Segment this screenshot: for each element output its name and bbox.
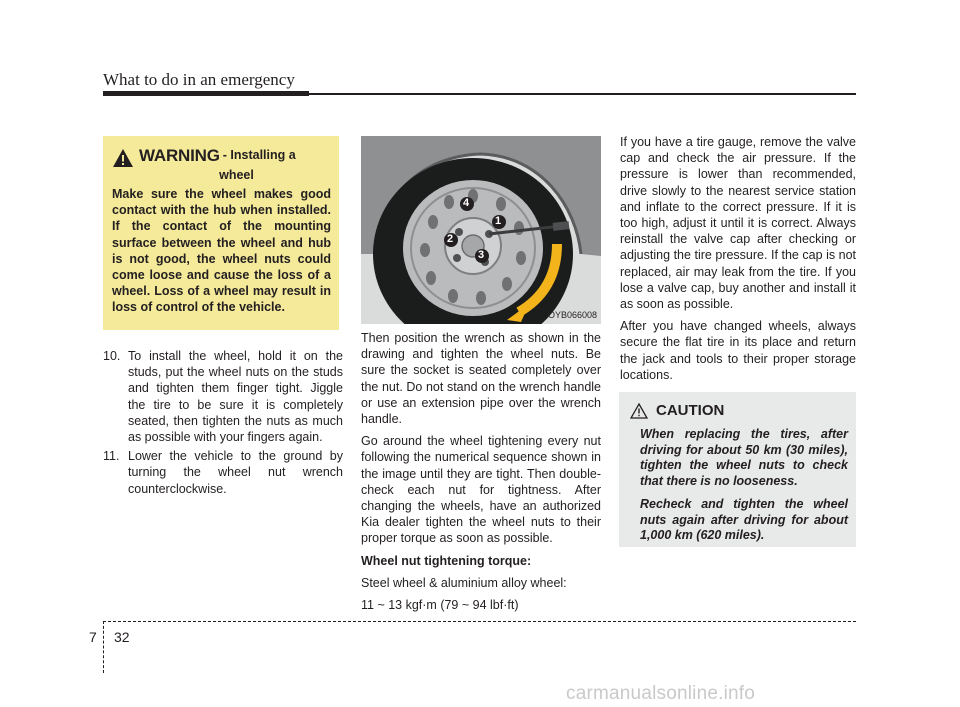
nut-sequence-labels xyxy=(361,136,601,324)
paragraph: Go around the wheel tightening every nut following the numerical sequence shown in the image until they are tight. Then double-check each nut for tightness. After changing the wheels, have an authorized Kia dealer tighten the wheel nuts to their proper torque as soon as possible. xyxy=(361,434,601,546)
step-text: To install the wheel, hold it on the studs, put the wheel nuts on the studs and tighten them finger tight. Jiggle the tire to be sure it is completely seated, then tighten the nuts as much as possible with your fingers again. xyxy=(128,349,343,445)
torque-heading: Wheel nut tightening torque: xyxy=(361,553,532,568)
caution-heading xyxy=(630,402,848,419)
column-two-text xyxy=(361,330,601,619)
paragraph: Then position the wrench as shown in the drawing and tighten the wheel nuts. Be sure the socket is seated completely over the nut. Do not stand on the wrench handle or use an extension pipe over the wrench handle. xyxy=(361,331,601,427)
caution-paragraph: Recheck and tighten the wheel nuts again after driving for about 1,000 km (620 miles). xyxy=(640,497,848,542)
nut-label-4: 4 xyxy=(463,197,470,209)
warning-triangle-icon xyxy=(112,148,134,168)
warning-word: WARNING xyxy=(139,146,220,165)
nut-label-1: 1 xyxy=(495,215,502,227)
caution-triangle-icon xyxy=(630,403,648,419)
header-rule-accent xyxy=(103,91,309,96)
figure-code: OYB066008 xyxy=(547,310,597,320)
caution-box xyxy=(619,392,856,547)
nut-label-3: 3 xyxy=(478,249,485,261)
warning-subtitle-cont: wheel xyxy=(219,168,254,182)
warning-subtitle: - Installing a xyxy=(222,148,296,162)
step-number: 11. xyxy=(103,449,120,464)
step-text: Lower the vehicle to the ground by turning the wheel nut wrench counterclockwise. xyxy=(128,449,343,496)
warning-heading xyxy=(112,146,331,168)
step-item xyxy=(103,448,343,497)
watermark-text: carmanualsonline.info xyxy=(566,683,756,704)
footer-divider xyxy=(103,621,104,673)
column-three-text xyxy=(620,134,856,389)
step-item xyxy=(103,348,343,445)
paragraph: If you have a tire gauge, remove the valve cap and check the air pressure. If the pressure is lower than recommended, drive slowly to the nearest service station and inflate to the correct pressure. If it is too high, adjust it until it is correct. Always reinstall the valve cap after checking or adjusting the tire pressure. If the cap is not replaced, air may leak from the tire. If you lose a valve cap, buy another and install it as soon as possible. xyxy=(620,135,856,312)
step-number: 10. xyxy=(103,349,121,363)
wheel-figure xyxy=(361,136,601,324)
page-header-title: What to do in an emergency xyxy=(103,70,295,89)
footer-rule xyxy=(103,621,856,622)
warning-box xyxy=(103,136,339,330)
caution-word: CAUTION xyxy=(656,402,725,419)
steps-list xyxy=(103,348,343,500)
torque-value: 11 ~ 13 kgf·m (79 ~ 94 lbf·ft) xyxy=(361,598,519,613)
page-number: 32 xyxy=(114,629,130,645)
caution-paragraph: When replacing the tires, after driving for about 50 km (30 miles), tighten the wheel nuts to check that there is no looseness. xyxy=(640,427,848,488)
caution-body xyxy=(640,427,848,544)
nut-label-2: 2 xyxy=(447,233,454,245)
warning-body: Make sure the wheel makes good contact with the hub when installed. If the contact of the mounting surface between the wheel and hub is not good, the wheel nuts could come loose and cause the loss of a wheel. Loss of a wheel may result in loss of control of the vehicle. xyxy=(112,187,331,315)
chapter-number: 7 xyxy=(89,629,97,645)
paragraph: After you have changed wheels, always secure the flat tire in its place and return the jack and tools to their proper storage locations. xyxy=(620,319,856,382)
torque-wheel-type: Steel wheel & aluminium alloy wheel: xyxy=(361,575,567,590)
